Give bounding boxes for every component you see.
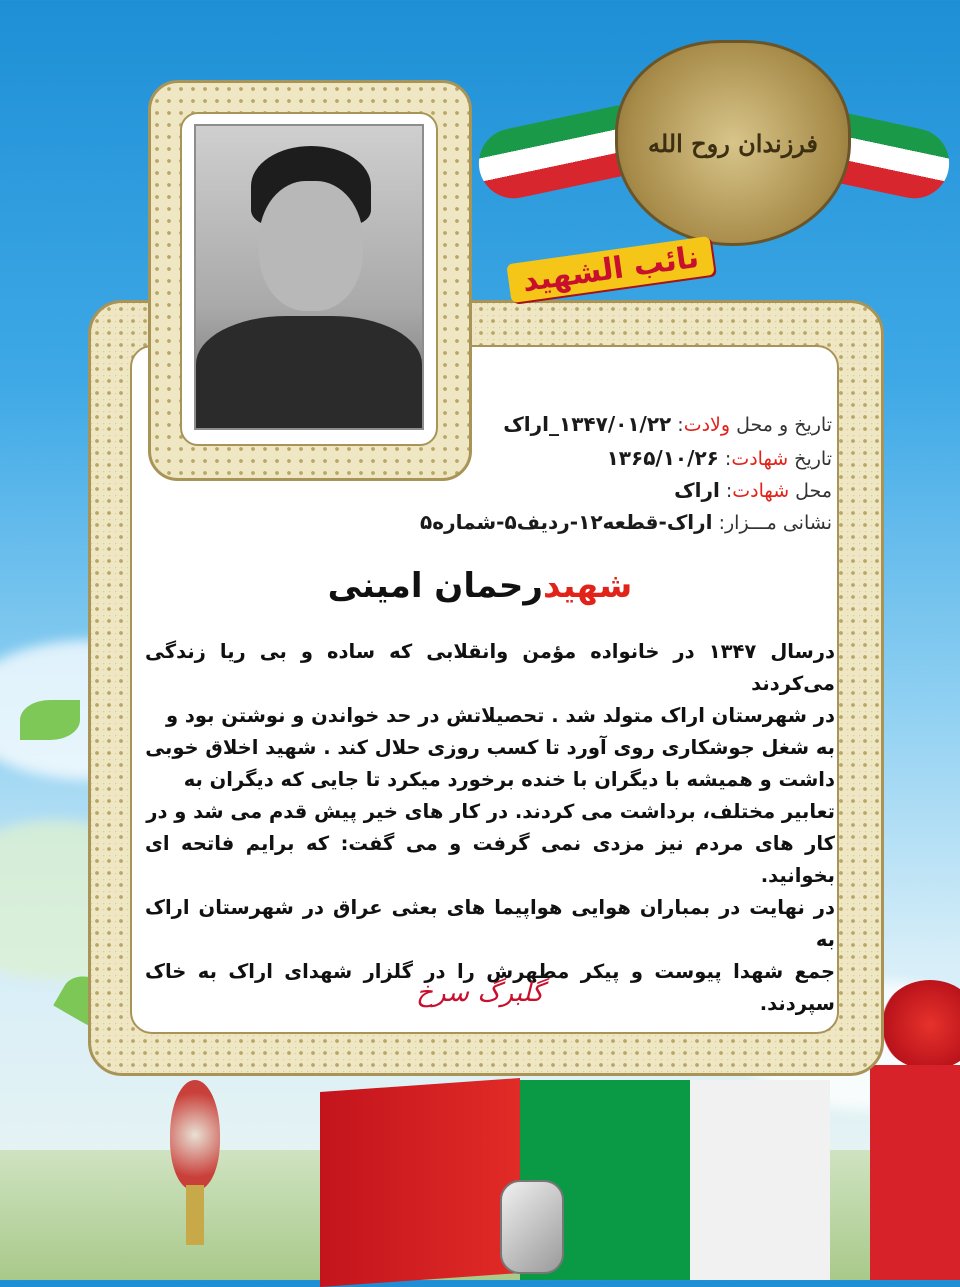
dog-tag [500, 1180, 564, 1274]
bio-line: به شغل جوشکاری روی آورد تا کسب روزی حلال کند . شهید اخلاق خوبی [145, 736, 835, 759]
death-place-info: محل شهادت: اراک [674, 478, 832, 502]
bio-line: داشت و همیشه با دیگران با خنده برخورد میکرد تا جایی که دیگران به [183, 768, 835, 791]
death-place-value: اراک [674, 478, 720, 502]
monument [150, 1080, 240, 1250]
bio-line: جمع شهدا پیوست و پیکر مطهرش را در گلزار شهدای اراک به خاک سپردند. [145, 960, 835, 1015]
name-full: رحمان امینی [327, 566, 543, 606]
death-date-info: تاریخ شهادت: ۱۳۶۵/۱۰/۲۶ [606, 446, 832, 470]
bio-line: تعابیر مختلف، برداشت می کردند. در کار های خیر پیش قدم می شد و در [146, 800, 835, 823]
badge-naeb-shahid: نائب الشهید [506, 236, 715, 303]
birth-value: ۱۳۴۷/۰۱/۲۲_اراک [503, 412, 672, 436]
portrait-photo [194, 124, 424, 430]
flag-red-stripe [870, 1065, 960, 1280]
grave-info: نشانی مـــزار: اراک-قطعه۱۲-ردیف۵-شماره۵ [420, 510, 832, 534]
birth-info: تاریخ و محل ولادت: ۱۳۴۷/۰۱/۲۲_اراک [503, 412, 832, 436]
bio-line: در نهایت در بمباران هوایی هواپیما های بعثی عراق در شهرستان اراک به [145, 896, 835, 951]
golbarg-sorkh-logo: گلبرگ سرخ [416, 978, 544, 1008]
grave-value: اراک-قطعه۱۲-ردیف۵-شماره۵ [420, 510, 713, 534]
martyr-name [0, 566, 960, 606]
emblem-text: فرزندان روح الله [647, 128, 819, 158]
death-date-value: ۱۳۶۵/۱۰/۲۶ [606, 446, 719, 470]
leaf-decoration [20, 700, 80, 740]
red-box [320, 1078, 520, 1287]
bio-line: درسال ۱۳۴۷ در خانواده مؤمن وانقلابی که ساده و بی ریا زندگی می‌کردند [145, 640, 835, 695]
bio-line: کار های مردم نیز مزدی نمی گرفت و می گفت: که برایم فاتحه ای بخوانید. [145, 832, 835, 887]
biography [145, 636, 835, 1020]
flag-white-stripe [690, 1080, 830, 1280]
name-prefix: شهید [542, 566, 633, 606]
flag-ribbon-left [472, 105, 633, 205]
calligraphy-emblem [615, 40, 851, 246]
bio-line: در شهرستان اراک متولد شد . تحصیلاتش در حد خواندن و نوشتن بود و [165, 704, 835, 727]
